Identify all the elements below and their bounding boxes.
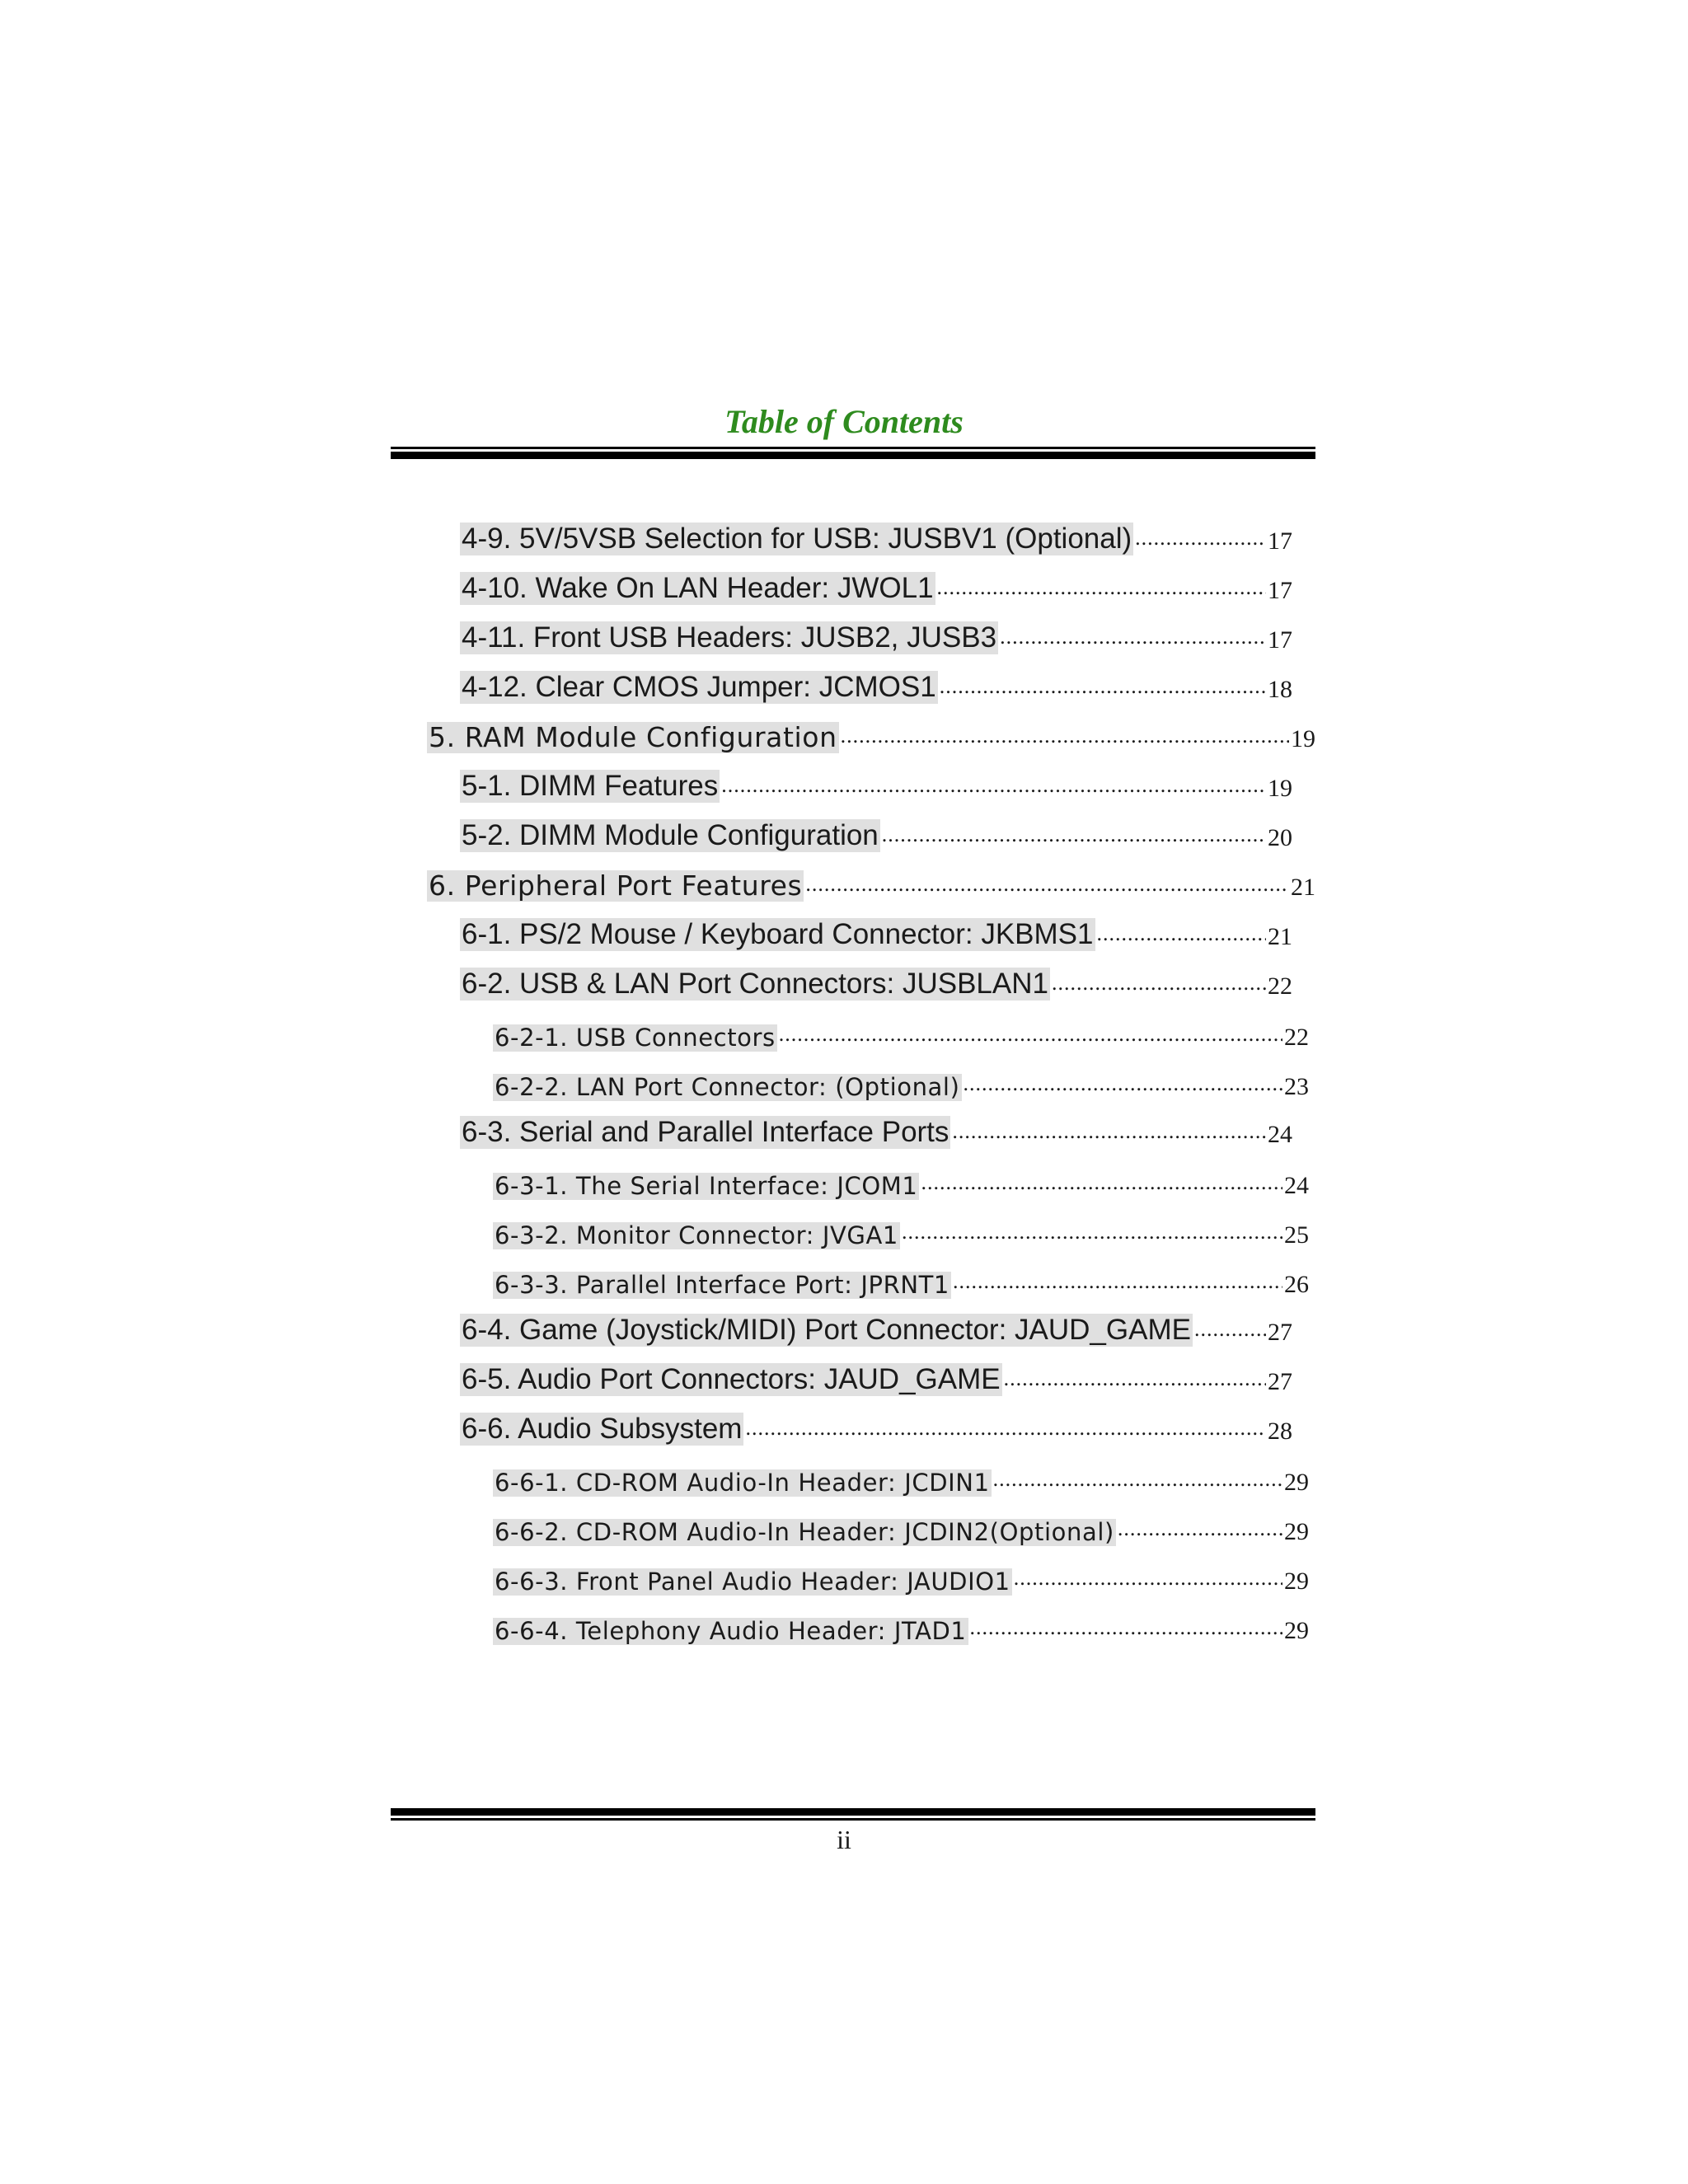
- toc-leader-dots: [1004, 1366, 1266, 1391]
- toc-entry-label: 4-10. Wake On LAN Header: JWOL1: [462, 571, 934, 604]
- toc-entry[interactable]: [460, 1304, 1292, 1347]
- toc-entry-page: 19: [1268, 774, 1292, 802]
- toc-entry[interactable]: [460, 958, 1292, 1001]
- toc-entry-label: 6. Peripheral Port Features: [429, 869, 803, 902]
- toc-leader-dots: [1097, 921, 1267, 946]
- toc-leader-dots: [993, 1467, 1282, 1492]
- toc-entry-label: 6-6-1. CD-ROM Audio-In Header: JCDIN1: [495, 1468, 990, 1497]
- toc-entry-label: 4-11. Front USB Headers: JUSB2, JUSB3: [462, 621, 997, 654]
- toc-entry-label: 6-5. Audio Port Connectors: JAUD_GAME: [462, 1362, 1001, 1395]
- toc-leader-dots: [1000, 625, 1266, 649]
- toc-leader-dots: [841, 724, 1289, 748]
- page-title: Table of Contents: [724, 403, 964, 440]
- toc-entry-label: 6-3-2. Monitor Connector: JVGA1: [495, 1221, 898, 1249]
- toc-leader-dots: [882, 823, 1266, 847]
- toc-entry-page: 17: [1268, 626, 1292, 654]
- toc-entry[interactable]: [493, 1009, 1309, 1052]
- toc-leader-dots: [970, 1615, 1283, 1640]
- toc-entry[interactable]: [493, 1058, 1309, 1101]
- toc-entry-label: 5. RAM Module Configuration: [429, 721, 837, 754]
- toc-entry-label: 6-6-4. Telephony Audio Header: JTAD1: [495, 1616, 967, 1645]
- toc-entry-page: 17: [1268, 527, 1292, 555]
- toc-leader-dots: [1014, 1566, 1282, 1591]
- toc-entry-page: 26: [1284, 1270, 1309, 1298]
- toc-entry-label: 6-6-3. Front Panel Audio Header: JAUDIO1: [495, 1567, 1010, 1596]
- toc-leader-dots: [805, 872, 1289, 897]
- toc-entry[interactable]: [460, 513, 1292, 555]
- toc-entry-label: 6-3-3. Parallel Interface Port: JPRNT1: [495, 1270, 950, 1299]
- toc-entry-page: 21: [1291, 873, 1315, 901]
- toc-leader-dots: [1135, 526, 1266, 551]
- toc-entry-label: 6-6. Audio Subsystem: [462, 1412, 743, 1445]
- toc-entry[interactable]: [493, 1553, 1309, 1596]
- toc-leader-dots: [921, 1170, 1282, 1195]
- toc-leader-dots: [953, 1269, 1282, 1294]
- footer-divider: [391, 1808, 1315, 1821]
- toc-leader-dots: [1052, 971, 1266, 996]
- toc-leader-dots: [902, 1220, 1282, 1244]
- toc-entry[interactable]: [427, 859, 1315, 902]
- toc-entry-label: 6-3-1. The Serial Interface: JCOM1: [495, 1171, 918, 1200]
- toc-leader-dots: [1194, 1317, 1266, 1342]
- toc-entry[interactable]: [493, 1454, 1309, 1497]
- toc-leader-dots: [1118, 1516, 1282, 1541]
- toc-entry-page: 27: [1268, 1318, 1292, 1346]
- toc-entry-page: 29: [1284, 1567, 1309, 1595]
- toc-entry-page: 29: [1284, 1616, 1309, 1644]
- toc-entry[interactable]: [460, 908, 1292, 951]
- toc-entry[interactable]: [460, 661, 1292, 704]
- toc-entry-page: 21: [1268, 922, 1292, 950]
- toc-leader-dots: [952, 1119, 1266, 1144]
- toc-entry[interactable]: [427, 710, 1315, 753]
- toc-entry[interactable]: [493, 1602, 1309, 1645]
- toc-entry[interactable]: [493, 1256, 1309, 1299]
- toc-entry-label: 4-9. 5V/5VSB Selection for USB: JUSBV1 (Optional): [462, 522, 1132, 555]
- toc-entry-page: 29: [1284, 1468, 1309, 1496]
- toc-entry-page: 27: [1268, 1367, 1292, 1395]
- toc-entry-page: 29: [1284, 1517, 1309, 1545]
- toc-entry-page: 24: [1284, 1171, 1309, 1199]
- toc-entry[interactable]: [460, 1106, 1292, 1149]
- toc-entry-label: 6-4. Game (Joystick/MIDI) Port Connector: JAUD_GAME: [462, 1313, 1191, 1346]
- toc-leader-dots: [937, 575, 1266, 600]
- toc-entry-page: 24: [1268, 1120, 1292, 1148]
- toc-leader-dots: [940, 674, 1266, 699]
- toc-entry-page: 17: [1268, 576, 1292, 604]
- toc-entry-label: 6-2-2. LAN Port Connector: (Optional): [495, 1072, 960, 1101]
- toc-leader-dots: [964, 1071, 1283, 1096]
- toc-entry-label: 6-6-2. CD-ROM Audio-In Header: JCDIN2(Optional): [495, 1517, 1114, 1546]
- toc-leader-dots: [779, 1022, 1282, 1047]
- toc-entry-page: 23: [1284, 1072, 1309, 1100]
- toc-entry-label: 5-1. DIMM Features: [462, 769, 719, 802]
- toc-leader-dots: [721, 773, 1266, 798]
- toc-entry-page: 22: [1268, 972, 1292, 1000]
- toc-entry-label: 6-1. PS/2 Mouse / Keyboard Connector: JKBMS1: [462, 917, 1094, 950]
- toc-entry[interactable]: [460, 612, 1292, 654]
- toc-entry[interactable]: [460, 809, 1292, 852]
- toc-entry[interactable]: [460, 760, 1292, 803]
- page-number: ii: [837, 1825, 851, 1854]
- toc-entry-label: 5-2. DIMM Module Configuration: [462, 818, 879, 851]
- toc-entry-page: 19: [1291, 724, 1315, 752]
- toc-entry-page: 22: [1284, 1023, 1309, 1051]
- toc-entry-label: 6-2-1. USB Connectors: [495, 1023, 776, 1052]
- toc-entry[interactable]: [493, 1503, 1309, 1546]
- toc-entry-page: 18: [1268, 675, 1292, 703]
- toc-entry[interactable]: [460, 562, 1292, 605]
- toc-entry-label: 6-3. Serial and Parallel Interface Ports: [462, 1115, 950, 1148]
- toc-entry-page: 28: [1268, 1417, 1292, 1445]
- toc-entry-label: 6-2. USB & LAN Port Connectors: JUSBLAN1: [462, 967, 1048, 1000]
- toc-leader-dots: [745, 1416, 1266, 1441]
- toc-entry[interactable]: [493, 1207, 1309, 1249]
- toc-entry-page: 20: [1268, 823, 1292, 851]
- header-divider: [391, 447, 1315, 459]
- toc-entry-page: 25: [1284, 1221, 1309, 1249]
- toc-entry[interactable]: [460, 1353, 1292, 1396]
- toc-entry[interactable]: [493, 1157, 1309, 1200]
- toc-entry[interactable]: [460, 1403, 1292, 1446]
- toc-entry-label: 4-12. Clear CMOS Jumper: JCMOS1: [462, 670, 936, 703]
